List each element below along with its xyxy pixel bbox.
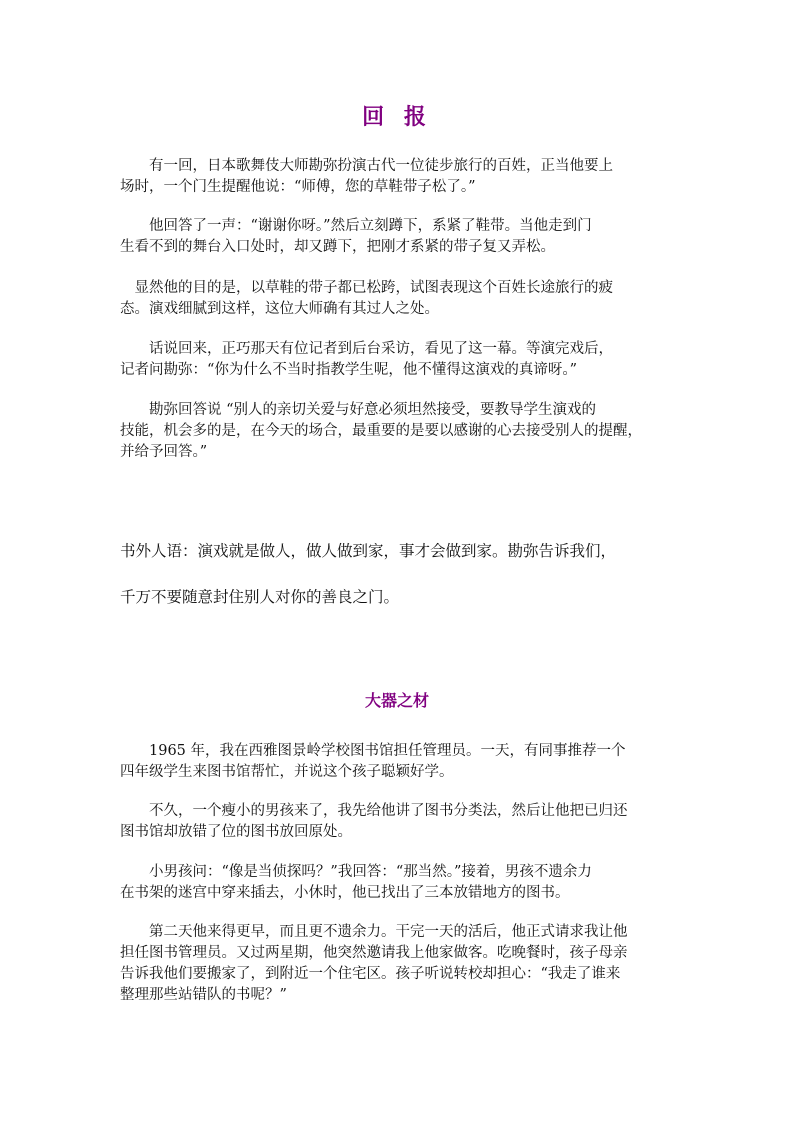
text-line: 他回答了一声：“谢谢你呀。”然后立刻蹲下，系紧了鞋带。当他走到门	[120, 218, 592, 234]
afterword-note	[120, 528, 680, 620]
text-line: 并给予回答。”	[120, 444, 208, 460]
text-line: 第二天他来得更早，而且更不遗余力。干完一天的活后，他正式请求我让他	[120, 924, 628, 940]
text-line: 显然他的目的是，以草鞋的带子都已松跨，试图表现这个百姓长途旅行的疲	[120, 280, 613, 296]
text-line: 四年级学生来图书馆帮忙，并说这个孩子聪颖好学。	[120, 764, 454, 780]
text-line: 不久，一个瘦小的男孩来了，我先给他讲了图书分类法，然后让他把已归还	[120, 803, 628, 819]
story-title-daqizhicai: 大器之材	[364, 691, 429, 710]
text-line: 场时，一个门生提醒他说：“师傅，您的草鞋带子松了。”	[120, 179, 476, 195]
text-line: 整理那些站错队的书呢？”	[120, 987, 287, 1003]
text-line: 勘弥回答说 “别人的亲切关爱与好意必须坦然接受，要教导学生演戏的	[120, 402, 597, 418]
paragraph	[120, 339, 680, 381]
text-line: 记者问勘弥：“你为什么不当时指教学生呢，他不懂得这演戏的真谛呀。”	[120, 362, 578, 378]
text-line: 告诉我他们要搬家了，到附近一个住宅区。孩子听说转校却担心：“我走了谁来	[120, 966, 621, 982]
paragraph	[120, 278, 680, 320]
text-line: 小男孩问：“像是当侦探吗？”我回答：“那当然。”接着，男孩不遗余力	[120, 864, 592, 880]
text-line: 图书馆却放错了位的图书放回原处。	[120, 824, 352, 840]
text-line: 在书架的迷宫中穿来插去，小休时，他已找出了三本放错地方的图书。	[120, 885, 570, 901]
story-title-huibao: 回 报	[362, 104, 432, 130]
paragraph	[120, 216, 680, 258]
paragraph	[120, 400, 680, 463]
text-line: 千万不要随意封住别人对你的善良之门。	[120, 588, 400, 606]
paragraph	[120, 922, 680, 1006]
paragraph	[120, 801, 680, 843]
text-line: 有一回，日本歌舞伎大师勘弥扮演古代一位徒步旅行的百姓，正当他要上	[120, 158, 613, 174]
paragraph	[120, 862, 680, 904]
text-line: 生看不到的舞台入口处时，却又蹲下，把刚才系紧的带子复又弄松。	[120, 239, 555, 255]
paragraph	[120, 156, 680, 198]
text-line: 态。演戏细腻到这样，这位大师确有其过人之处。	[120, 301, 439, 317]
text-line: 1965 年，我在西雅图景岭学校图书馆担任管理员。一天，有同事推荐一个	[120, 743, 626, 759]
text-line: 担任图书管理员。又过两星期，他突然邀请我上他家做客。吃晚餐时，孩子母亲	[120, 945, 628, 961]
text-line: 技能，机会多的是，在今天的场合，最重要的是要以感谢的心去接受别人的提醒，	[120, 423, 642, 439]
text-line: 书外人语：演戏就是做人，做人做到家，事才会做到家。勘弥告诉我们，	[120, 542, 617, 560]
text-line: 话说回来，正巧那天有位记者到后台采访，看见了这一幕。等演完戏后，	[120, 341, 613, 357]
paragraph	[120, 741, 680, 783]
